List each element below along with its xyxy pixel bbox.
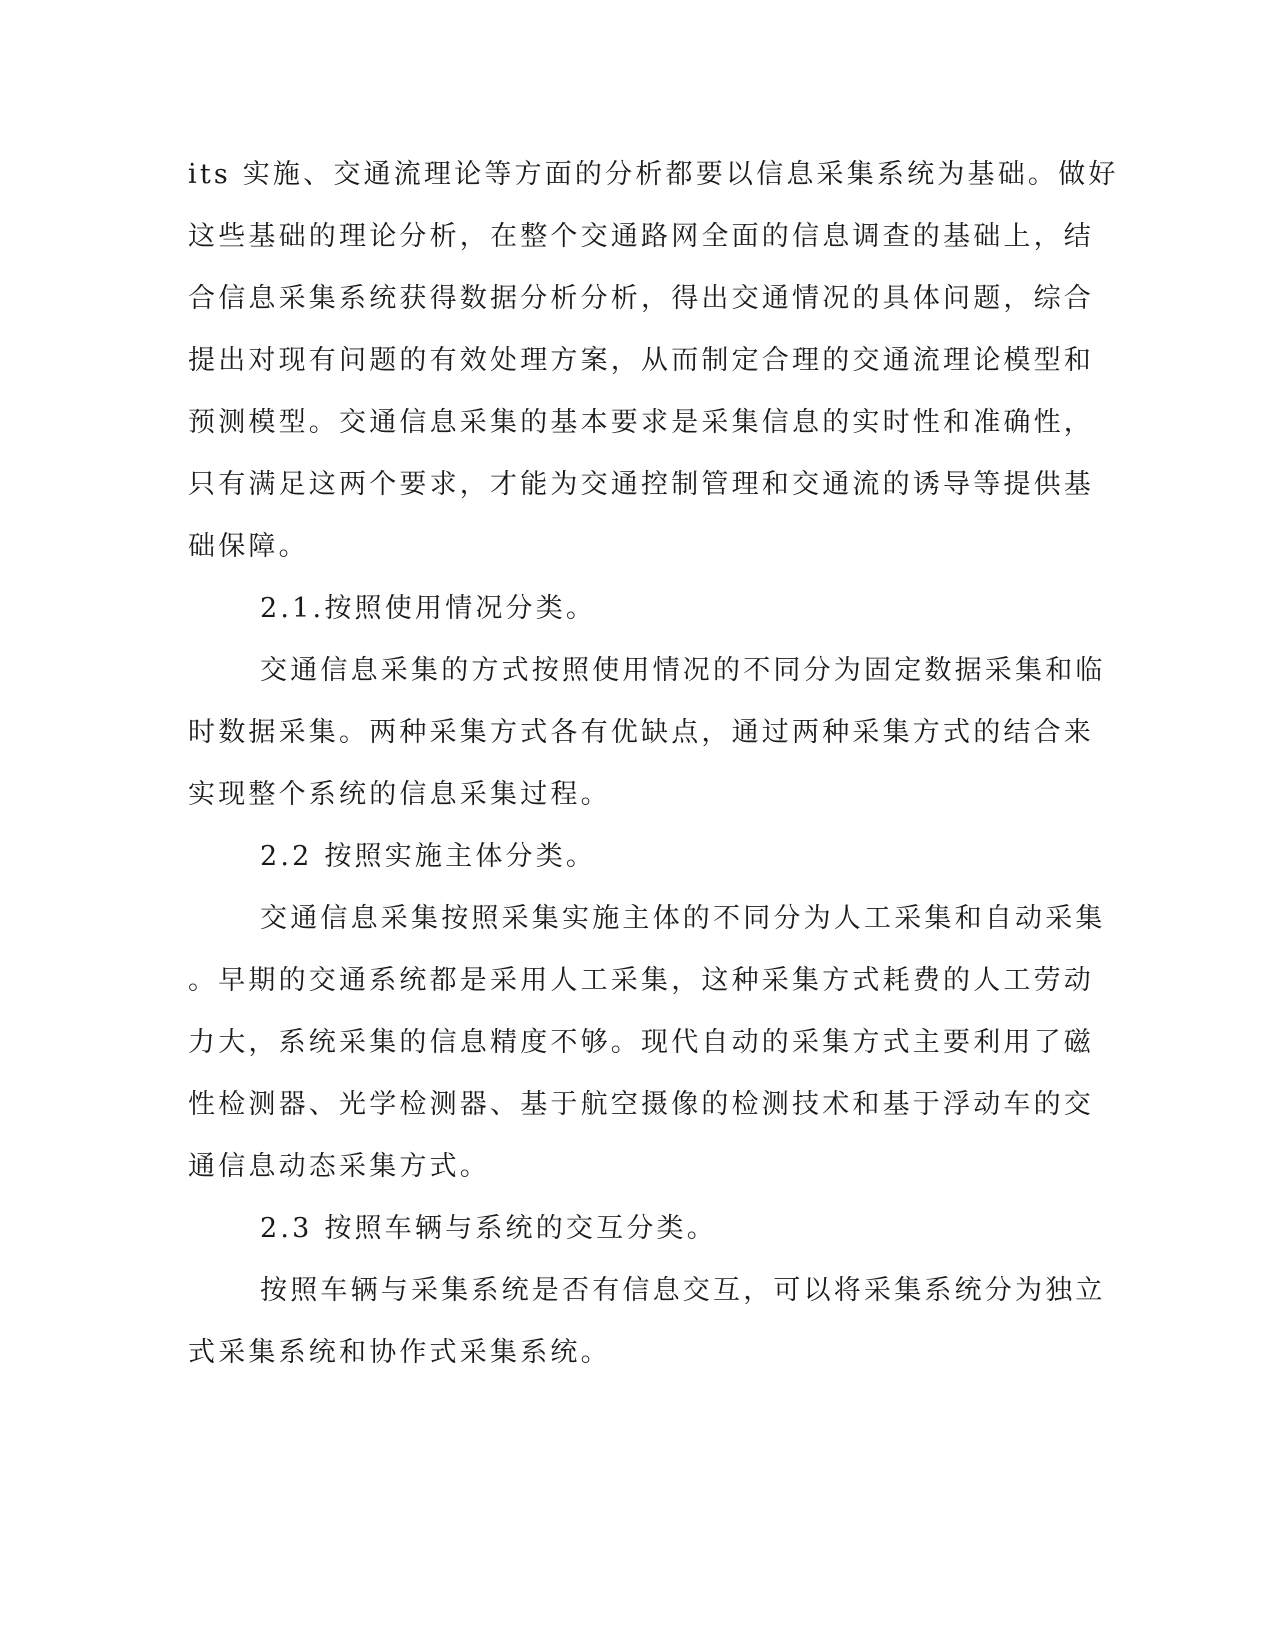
paragraph-line: 按照车辆与采集系统是否有信息交互，可以将采集系统分为独立 <box>260 1275 1106 1306</box>
paragraph-line: 式采集系统和协作式采集系统。 <box>188 1337 611 1368</box>
paragraph-line: 性检测器、光学检测器、基于航空摄像的检测技术和基于浮动车的交 <box>188 1089 1094 1120</box>
paragraph-line: 提出对现有问题的有效处理方案，从而制定合理的交通流理论模型和 <box>188 345 1094 376</box>
paragraph-line: 力大，系统采集的信息精度不够。现代自动的采集方式主要利用了磁 <box>188 1027 1094 1058</box>
paragraph-line: 交通信息采集的方式按照使用情况的不同分为固定数据采集和临 <box>260 655 1106 686</box>
paragraph-line: 通信息动态采集方式。 <box>188 1151 490 1182</box>
section-heading-2-3: 2.3 按照车辆与系统的交互分类。 <box>260 1213 717 1244</box>
paragraph-line: 础保障。 <box>188 531 309 562</box>
paragraph-line: 。早期的交通系统都是采用人工采集，这种采集方式耗费的人工劳动 <box>188 965 1094 996</box>
paragraph-line: its 实施、交通流理论等方面的分析都要以信息采集系统为基础。做好 <box>188 159 1119 190</box>
paragraph-line: 时数据采集。两种采集方式各有优缺点，通过两种采集方式的结合来 <box>188 717 1094 748</box>
paragraph-line: 预测模型。交通信息采集的基本要求是采集信息的实时性和准确性， <box>188 407 1094 438</box>
paragraph-line: 合信息采集系统获得数据分析分析，得出交通情况的具体问题，综合 <box>188 283 1094 314</box>
paragraph-line: 这些基础的理论分析，在整个交通路网全面的信息调查的基础上，结 <box>188 221 1094 252</box>
section-heading-2-2: 2.2 按照实施主体分类。 <box>260 841 597 872</box>
section-heading-2-1: 2.1.按照使用情况分类。 <box>260 593 597 624</box>
paragraph-line: 交通信息采集按照采集实施主体的不同分为人工采集和自动采集 <box>260 903 1106 934</box>
paragraph-line: 实现整个系统的信息采集过程。 <box>188 779 611 810</box>
paragraph-line: 只有满足这两个要求，才能为交通控制管理和交通流的诱导等提供基 <box>188 469 1094 500</box>
